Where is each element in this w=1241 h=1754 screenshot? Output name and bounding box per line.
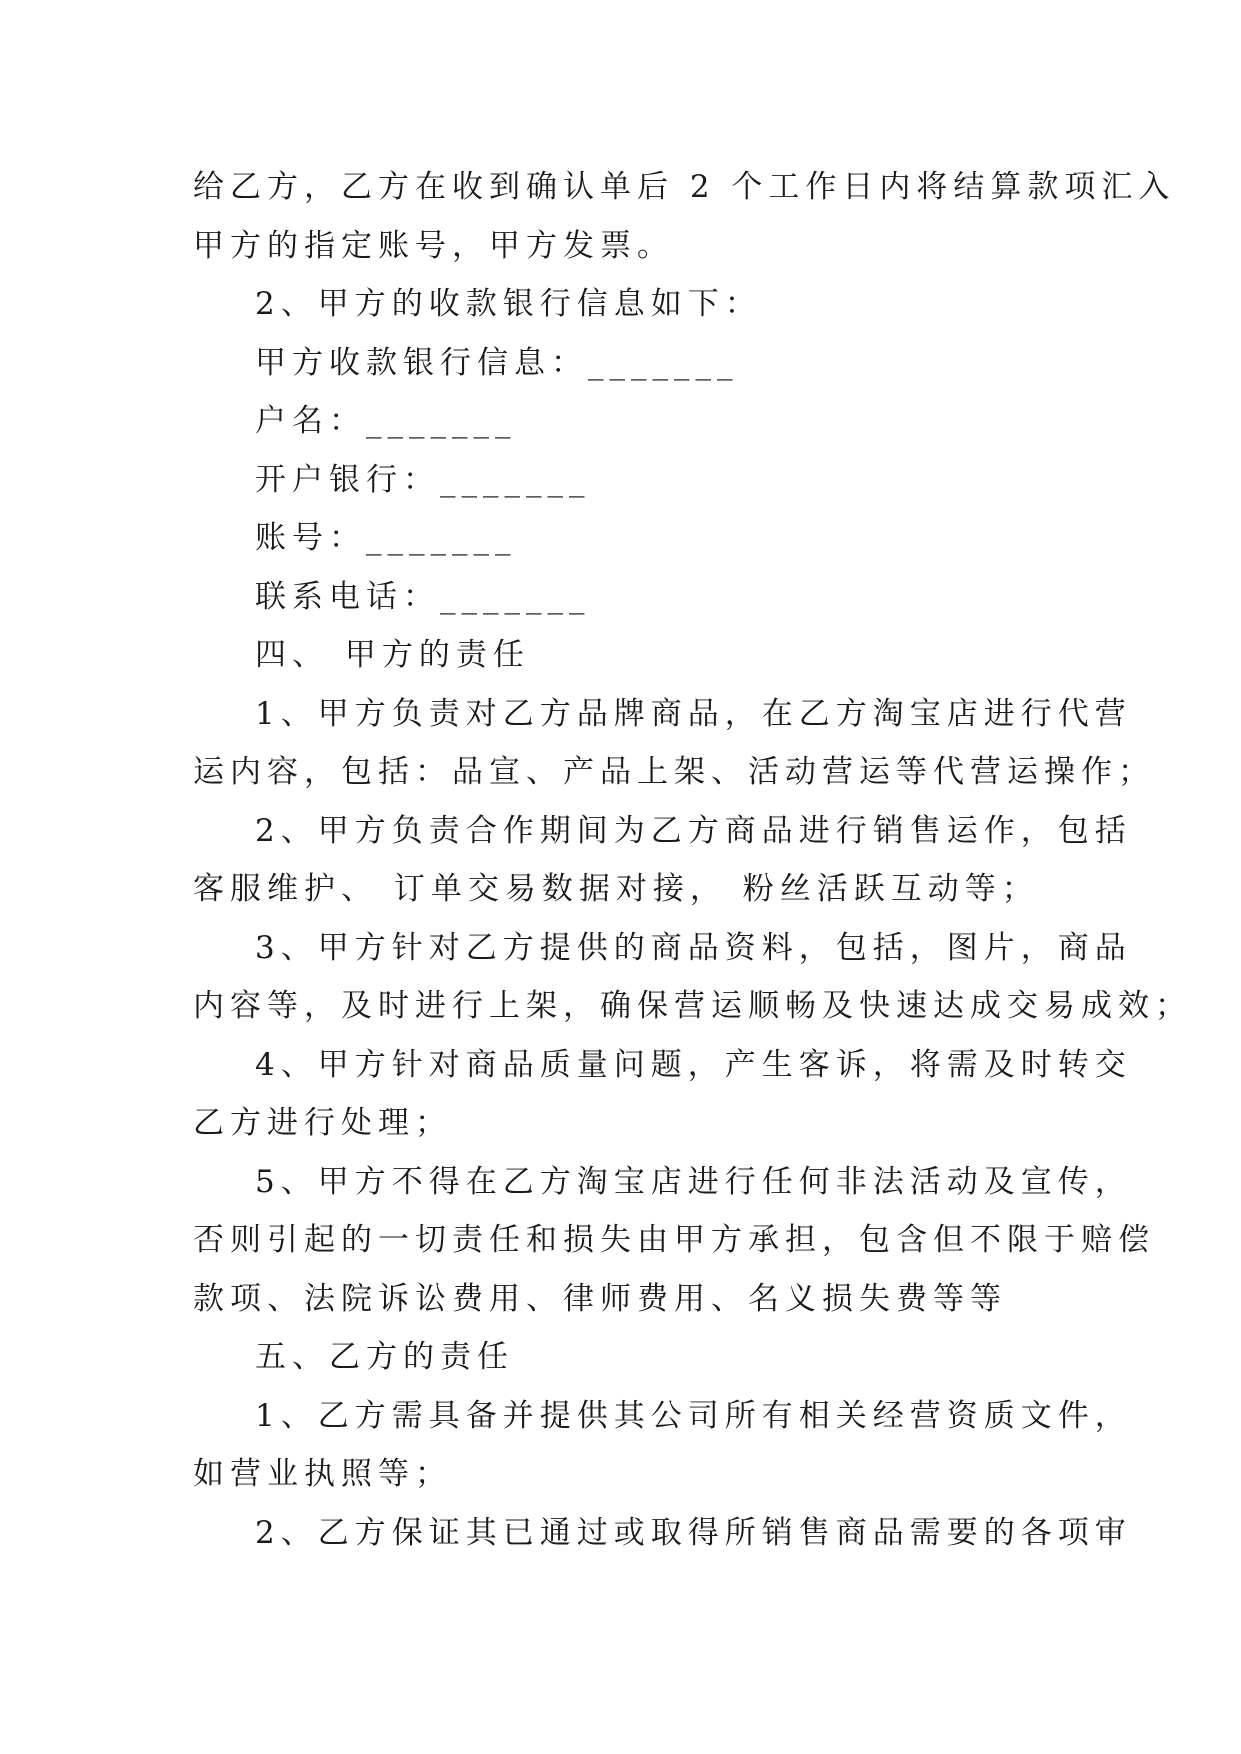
text-line: 四、 甲方的责任 bbox=[255, 637, 530, 673]
text-line: 户名：_______ bbox=[255, 403, 517, 439]
text-line: 内容等，及时进行上架，确保营运顺畅及快速达成交易成效； bbox=[193, 988, 1192, 1024]
text-line: 五、乙方的责任 bbox=[255, 1339, 514, 1375]
text-line: 2、甲方负责合作期间为乙方商品进行销售运作，包括 bbox=[255, 812, 1132, 849]
text-line: 款项、法院诉讼费用、律师费用、名义损失费等等 bbox=[193, 1280, 1007, 1317]
text-line: 如营业执照等； bbox=[193, 1456, 452, 1492]
text-line: 运内容，包括：品宣、产品上架、活动营运等代营运操作； bbox=[193, 754, 1155, 790]
text-line: 甲方的指定账号，甲方发票。 bbox=[193, 227, 674, 264]
text-line: 3、甲方针对乙方提供的商品资料，包括，图片，商品 bbox=[255, 929, 1132, 966]
text-line: 账号：_______ bbox=[255, 520, 517, 556]
text-line: 甲方收款银行信息：_______ bbox=[255, 344, 739, 381]
document-body bbox=[193, 158, 1192, 1562]
text-line: 4、甲方针对商品质量问题，产生客诉，将需及时转交 bbox=[255, 1046, 1132, 1083]
text-line: 开户银行：_______ bbox=[255, 461, 591, 498]
text-line: 5、甲方不得在乙方淘宝店进行任何非法活动及宣传， bbox=[255, 1163, 1132, 1200]
text-line: 1、乙方需具备并提供其公司所有相关经营资质文件， bbox=[255, 1397, 1132, 1434]
text-line: 乙方进行处理； bbox=[193, 1105, 452, 1141]
text-line: 否则引起的一切责任和损失由甲方承担，包含但不限于赔偿 bbox=[193, 1222, 1155, 1258]
text-line: 1、甲方负责对乙方品牌商品，在乙方淘宝店进行代营 bbox=[255, 695, 1132, 732]
text-line: 2、乙方保证其已通过或取得所销售商品需要的各项审 bbox=[255, 1514, 1132, 1551]
text-line: 联系电话：_______ bbox=[255, 578, 591, 615]
text-line: 2、甲方的收款银行信息如下： bbox=[255, 286, 762, 322]
text-line: 给乙方，乙方在收到确认单后 2 个工作日内将结算款项汇入 bbox=[193, 169, 1176, 205]
text-line: 客服维护、 订单交易数据对接， 粉丝活跃互动等； bbox=[193, 871, 1039, 907]
